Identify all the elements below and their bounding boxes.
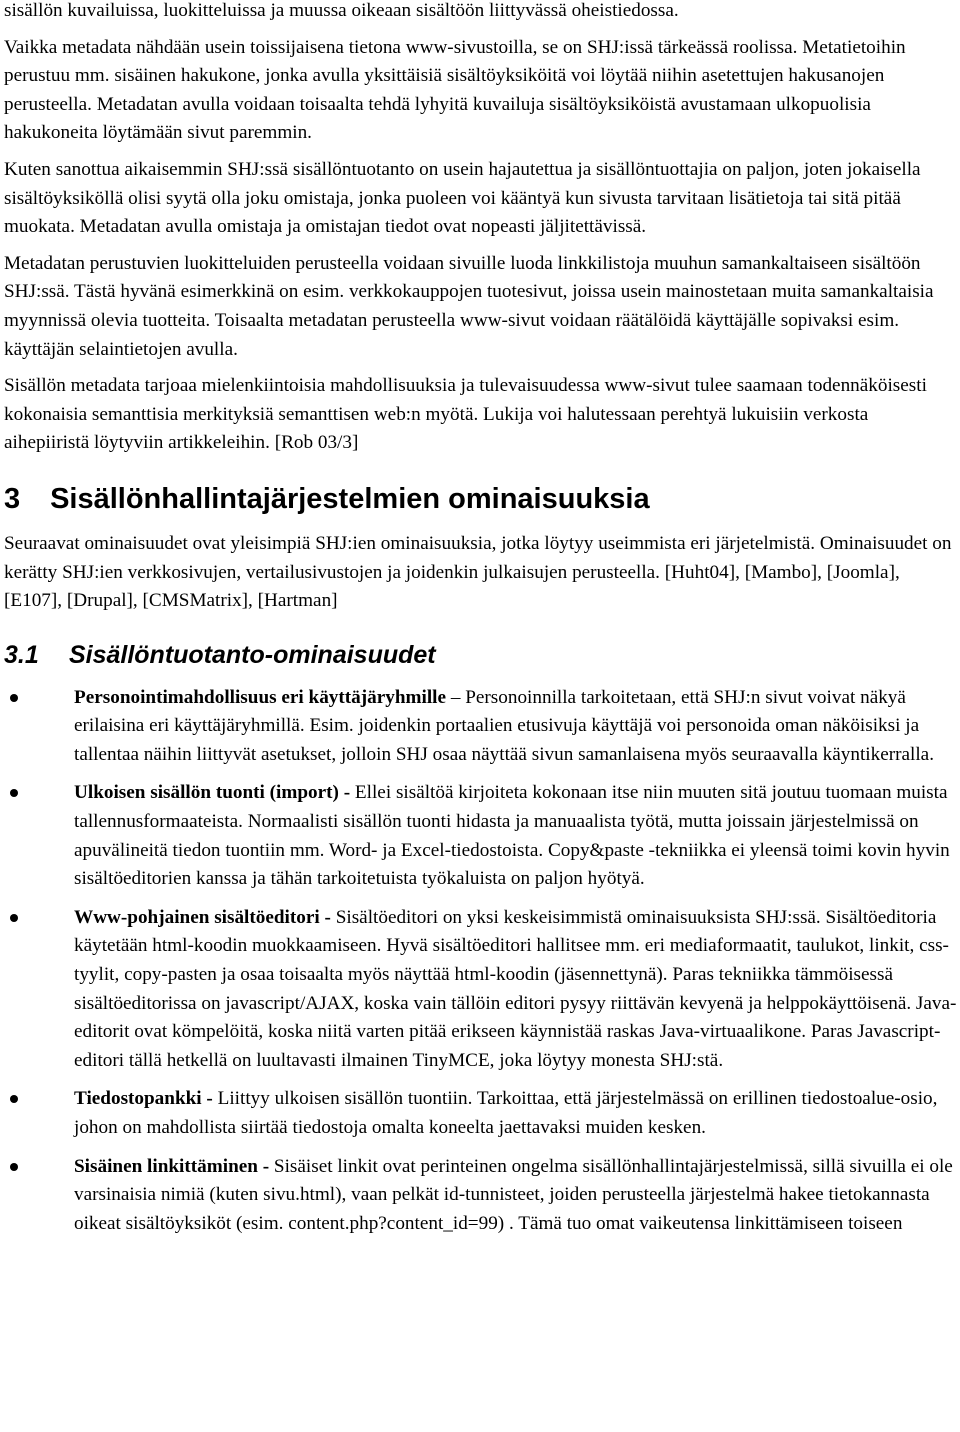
list-item: [0, 1085, 960, 1142]
item-term: Www-pohjainen sisältöeditori -: [74, 906, 331, 928]
subsection-number: 3.1: [4, 640, 39, 669]
item-text: Sisäiset linkit ovat perinteinen ongelma sisällönhallintajärjestelmissä, sillä sivuilla ei ole varsinaisia nimiä (kuten sivu.html), vaan pelkät id-tunnisteet, joiden perusteella järjestelmä hakee tietokannasta oikeat sisältöyksiköt (esim. content.php?content_id=99) . Tämä tuo omat vaikeutensa linkittämiseen toiseen: [74, 1155, 953, 1234]
paragraph: Kuten sanottua aikaisemmin SHJ:ssä sisällöntuotanto on usein hajautettua ja sisällöntuottajia on paljon, joten jokaisella sisältöyksiköllä olisi syytä olla joku omistaja, jonka puoleen voi kääntyä kun sivusta tarvitaan lisätietoja tai sitä pitää muokata. Metadatan avulla omistaja ja omistajan tiedot ovat nopeasti jäljitettävissä.: [4, 158, 921, 238]
bullet-icon: [10, 789, 18, 797]
list-item: [0, 1153, 960, 1239]
list-item: [0, 904, 960, 1076]
list-item: [0, 684, 960, 770]
item-term: Ulkoisen sisällön tuonti (import) -: [74, 782, 351, 804]
item-term: Tiedostopankki -: [74, 1088, 213, 1110]
item-text: – Personoinnilla tarkoitetaan, että SHJ:n sivut voivat näkyä erilaisina eri käyttäjäryhmillä. Esim. joidenkin portaalien etusivuja käyttäjä voi personoida oman näköisiksi ja tallentaa näihin liittyvät asetukset, jolloin SHJ osaa näyttää sivun samanlaisena myös seuraavalla käyntikerralla.: [74, 686, 934, 765]
paragraph: sisällön kuvailuissa, luokitteluissa ja muussa oikeaan sisältöön liittyvässä oheistiedossa.: [4, 0, 679, 21]
list-item: [0, 779, 960, 893]
bullet-icon: [10, 914, 18, 922]
section-intro: Seuraavat ominaisuudet ovat yleisimpiä SHJ:ien ominaisuuksia, jotka löytyy useimmista eri järjetelmistä. Ominaisuudet on kerätty SHJ:ien verkkosivujen, vertailusivustojen ja joidenkin julkaisujen perusteella. [Huht04], [Mambo], [Joomla], [E107], [Drupal], [CMSMatrix], [Hartman]: [4, 532, 952, 612]
feature-list: [0, 684, 960, 1239]
subsection-title: Sisällöntuotanto-ominaisuudet: [68, 640, 436, 669]
paragraph: Sisällön metadata tarjoaa mielenkiintoisia mahdollisuuksia ja tulevaisuudessa www-sivut tulee saamaan todennäköisesti kokonaisia semanttisia merkityksiä semanttisen web:n myötä. Lukija voi halutessaan perehtyä lukuisiin verkosta aihepiiristä löytyviin artikkeleihin. [Rob 03/3]: [4, 375, 927, 454]
subsection-heading: [0, 640, 960, 670]
item-text: Sisältöeditori on yksi keskeisimmistä ominaisuuksista SHJ:ssä. Sisältöeditoria käytetään html-koodin muokkaamiseen. Hyvä sisältöeditori hallitsee mm. eri mediaformaatit, taulukot, linkit, css-tyylit, copy-pasten ja osaa toisaalta myös näyttää html-koodin (jäsennettynä). Paras tekniikka tämmöisessä sisältöeditorissa on javascript/AJAX, koska vain tällöin editori pysyy riittävän kevyenä ja helppokäyttöisenä. Java-editorit ovat kömpelöitä, koska niitä varten pitää erikseen käynnistää raskas Java-virtuaalikone. Paras Javascript-editori tällä hetkellä on luultavasti ilmainen TinyMCE, joka löytyy monesta SHJ:stä.: [74, 906, 957, 1071]
item-text: Ellei sisältöä kirjoiteta kokonaan itse niin muuten sitä joutuu tuomaan muista tallennusformaateista. Normaalisti sisällön tuonti hidasta ja manuaalista työtä, mutta joissain järjestelmissä on apuvälineitä tiedon tuontiin mm. Word- ja Excel-tiedostoista. Copy&paste -tekniikka ei yleensä toimi kovin hyvin sisältöeditorien kanssa ja tähän tarkoitetuista työkaluista on paljon hyötyä.: [74, 782, 950, 890]
section-title: Sisällönhallintajärjestelmien ominaisuuksia: [50, 482, 650, 515]
item-term: Personointimahdollisuus eri käyttäjäryhmille: [74, 686, 447, 708]
bullet-icon: [10, 1163, 18, 1171]
paragraph: Vaikka metadata nähdään usein toissijaisena tietona www-sivustoilla, se on SHJ:issä tärkeässä roolissa. Metatietoihin perustuu mm. sisäinen hakukone, jonka avulla yksittäisiä sisältöyksiköitä voi löytää niihin asetettujen hakusanojen perusteella. Metadatan avulla voidaan toisaalta tehdä lyhyitä kuvailuja sisältöyksiköistä avustamaan ulkopuolisia hakukoneita löytämään sivut paremmin.: [4, 36, 906, 144]
item-term: Sisäinen linkittäminen -: [74, 1155, 270, 1177]
bullet-icon: [10, 694, 18, 702]
item-text: Liittyy ulkoisen sisällön tuontiin. Tarkoittaa, että järjestelmässä on erillinen tiedostoalue-osio, johon on mahdollista siirtää tiedostoja omalta koneelta jaettavaksi muiden kesken.: [74, 1088, 938, 1138]
bullet-icon: [10, 1095, 18, 1103]
paragraph: Metadatan perustuvien luokitteluiden perusteella voidaan sivuille luoda linkkilistoja muuhun samankaltaiseen sisältöön SHJ:ssä. Tästä hyvänä esimerkkinä on esim. verkkokauppojen tuotesivut, joissa usein mainostetaan muita samankaltaisia myynnissä olevia tuotteita. Toisaalta metadatan perusteella www-sivut voidaan räätälöidä käyttäjälle sopivaksi esim. käyttäjän selaintietojen avulla.: [4, 252, 934, 360]
section-heading: [0, 482, 960, 516]
section-number: 3: [4, 482, 21, 515]
